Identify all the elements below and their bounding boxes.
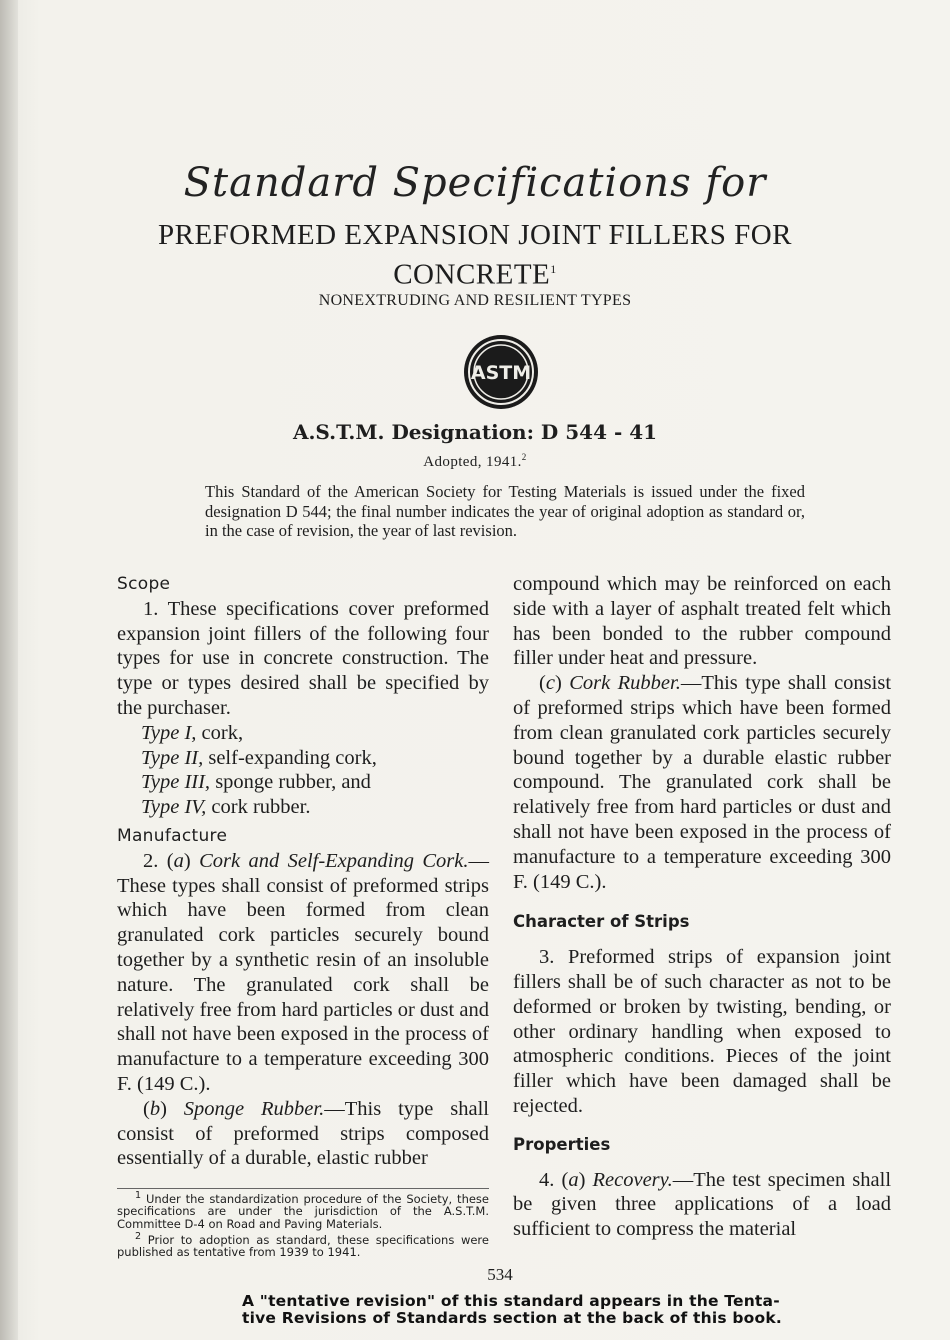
tentative-revision-stamp: [242, 1293, 782, 1327]
type-label: Type I,: [141, 721, 197, 744]
title-footnote-ref: 1: [550, 262, 557, 276]
main-title: [0, 218, 950, 292]
type-desc: sponge rubber, and: [210, 771, 371, 794]
standard-note: This Standard of the American Society for Testing Materials is issued under the fixed designation D 544; the final number indicates the year of original adoption as standard or, in the case of revision, the year of last revision.: [205, 482, 805, 540]
astm-logo-icon: [461, 332, 541, 412]
main-title-line1: PREFORMED EXPANSION JOINT FILLERS FOR: [157, 219, 793, 251]
scope-heading: Scope: [117, 574, 171, 594]
p2c-text: —This type shall consist of preformed strips which have been formed from clean granulated cork particles securely bound together by a durable elastic rubber compound. The granulated cork shall be relatively free from hard particles or dust and shall not have been exposed in the process of manufacture to a temperature exceeding 300 F. (149 C.).: [513, 672, 892, 893]
properties-heading: Properties: [513, 1134, 611, 1154]
subtitle: NONEXTRUDING AND RESILIENT TYPES: [318, 292, 632, 309]
footnote-2: [117, 1231, 489, 1259]
stamp-line-1: A "tentative revision" of this standard appears in the Tenta-: [242, 1292, 780, 1310]
p4-mid: ): [578, 1168, 593, 1191]
paragraph-2b-continued: compound which may be reinforced on each side with a layer of asphalt treated felt which has been bonded to the rubber compound filler under heat and pressure.: [513, 573, 891, 670]
stamp-line-2: tive Revisions of Standards section at the back of this book.: [242, 1309, 782, 1327]
p2c-title: Cork Rubber.: [569, 672, 681, 695]
footnote-1-mark: 1: [135, 1190, 142, 1201]
footnote-1: [117, 1190, 489, 1231]
manufacture-heading: Manufacture: [117, 825, 228, 846]
footnote-2-text: Prior to adoption as standard, these specifications were published as tentative from 1939 to 1941.: [117, 1232, 489, 1260]
p2a-letter: a: [173, 849, 184, 872]
scope-paragraph: 1. These specifications cover preformed expansion joint fillers of the following four types for use in concrete construction. The type or types desired shall be specified by the purchaser.: [117, 597, 489, 719]
p2b-text: —This type shall consist of preformed strips composed essentially of a durable, elastic rubber: [117, 1097, 489, 1170]
right-column: [513, 572, 891, 1242]
footnote-1-text: Under the standardization procedure of the Society, these specifications are under the jurisdiction of the A.S.T.M. Committee D-4 on Road and Paving Materials.: [117, 1191, 489, 1232]
type-list: [117, 721, 489, 820]
p2b-letter: b: [149, 1097, 161, 1120]
adopted-footnote-ref: 2: [521, 452, 527, 462]
p2a-prefix: 2. (: [143, 849, 174, 872]
paragraph-2a: [117, 849, 489, 1097]
main-title-line2-text: CONCRETE: [393, 258, 551, 291]
adopted-line: [0, 452, 950, 471]
main-title-line2: [0, 252, 950, 292]
p2c-mid: ): [554, 672, 570, 695]
type-label: Type III,: [141, 771, 211, 794]
type-item: [141, 770, 489, 795]
type-desc: self-expanding cork,: [203, 746, 377, 769]
p2a-text: —These types shall consist of preformed strips which have been formed from clean granulated cork particles securely bound together by a synthetic resin of an insoluble nature. The granulated cork shall be relatively free from hard particles or dust and shall not have been exposed in the process of manufacture to a temperature exceeding 300 F. (149 C.).: [117, 849, 489, 1095]
type-label: Type II,: [141, 746, 204, 769]
p4-letter: a: [568, 1168, 579, 1191]
type-item: [141, 746, 489, 771]
p2c-prefix: (: [539, 672, 546, 695]
p2b-title: Sponge Rubber.: [183, 1097, 325, 1120]
p4-prefix: 4. (: [539, 1168, 569, 1191]
paragraph-2c: [513, 671, 891, 894]
type-desc: cork,: [196, 721, 244, 744]
left-column: [117, 572, 489, 1171]
p4-text: —The test specimen shall be given three applications of a load sufficient to compress the material: [513, 1168, 892, 1241]
p2b-prefix: (: [143, 1097, 150, 1120]
footnote-2-mark: 2: [135, 1230, 142, 1242]
page-number: 534: [487, 1265, 513, 1284]
adopted-text: Adopted, 1941.: [423, 454, 522, 470]
type-item: [141, 795, 489, 820]
p2a-mid: ): [183, 849, 200, 872]
paragraph-4a: [513, 1168, 891, 1242]
type-label: Type IV,: [141, 796, 207, 819]
p2a-title: Cork and Self-Expanding Cork.: [199, 849, 469, 872]
p4-title: Recovery.: [592, 1168, 673, 1191]
type-item: [141, 721, 489, 746]
p2b-mid: ): [160, 1097, 184, 1120]
character-heading: Character of Strips: [513, 912, 690, 932]
type-desc: cork rubber.: [206, 796, 311, 819]
logo-lettering: ASTM: [470, 362, 532, 384]
footnotes: [117, 1188, 489, 1259]
paragraph-2b: [117, 1097, 489, 1171]
paragraph-3: 3. Preformed strips of expansion joint fillers shall be of such character as not to be deformed or broken by twisting, bending, or other ordinary handling when exposed to atmospheric conditions. Pieces of the joint filler which have been damaged shall be rejected.: [513, 946, 891, 1117]
script-title: Standard Specifications for: [183, 160, 767, 206]
designation: A.S.T.M. Designation: D 544 - 41: [292, 420, 658, 444]
p2c-letter: c: [545, 672, 555, 695]
